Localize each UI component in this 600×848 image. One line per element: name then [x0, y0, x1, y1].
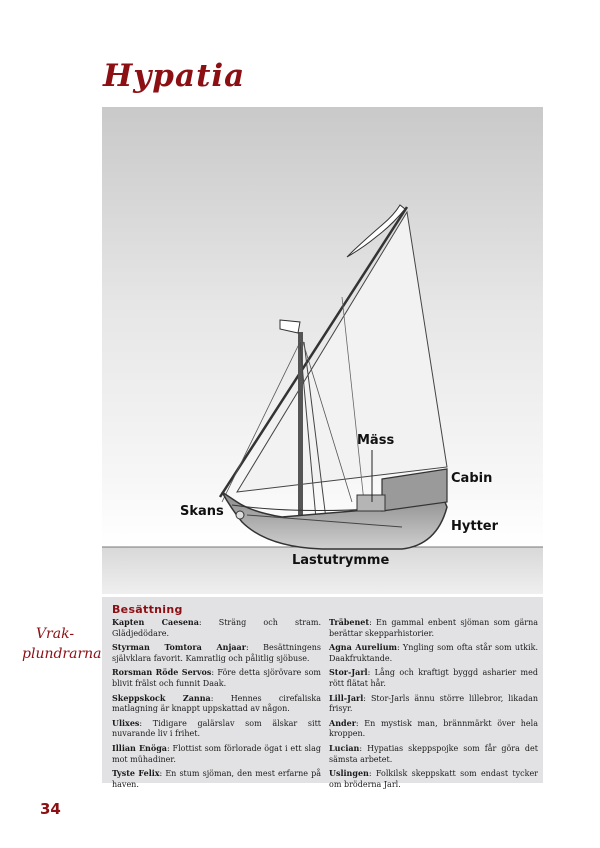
crew-name: Lucian — [329, 742, 360, 753]
crew-entry — [329, 718, 538, 740]
crew-entry — [112, 693, 321, 715]
crew-entry — [112, 718, 321, 740]
side-label-line2: plundrarna — [22, 646, 102, 662]
crew-description: : Före detta sjörövare som blivit frälst och funnit Daak. — [112, 668, 322, 688]
crew-panel — [102, 597, 543, 789]
crew-entry — [329, 693, 538, 715]
deckhouse — [357, 495, 385, 511]
crew-column-right — [329, 617, 538, 793]
crew-entry — [112, 667, 321, 689]
crew-entry — [329, 642, 538, 664]
crew-name: Styrman Tomtora Anjaar — [112, 642, 246, 653]
crew-description: : Besättningens självklara favorit. Kamratlig och pålitlig sjöbuse. — [112, 643, 321, 663]
ship-illustration — [102, 107, 543, 594]
crew-entry — [112, 617, 321, 639]
crew-entry — [112, 768, 321, 790]
crew-name: Ulixes — [112, 717, 140, 728]
crew-entry — [112, 743, 321, 765]
label-lastutrymme: Lastutrymme — [292, 553, 390, 568]
label-cabin: Cabin — [451, 471, 493, 486]
crew-entry — [329, 743, 538, 765]
crew-name: Ander — [329, 717, 356, 728]
crew-column-left — [112, 617, 321, 793]
crew-name: Uslingen — [329, 768, 369, 779]
crew-description: : Stor-Jarls ännu större lillebror, likadan frisyr. — [329, 693, 538, 714]
page-number: 34 — [40, 800, 61, 818]
crew-name: Agna Aurelium — [329, 642, 397, 653]
crew-heading: Besättning — [112, 603, 183, 616]
crew-name: Lill-Jarl — [329, 692, 364, 703]
crew-description: : Folkilsk skeppskatt som endast tycker om bröderna Jarl. — [329, 769, 538, 789]
crew-description: : Hypatias skeppspojke som får göra det sämsta arbetet. — [329, 743, 538, 764]
label-hytter: Hytter — [451, 519, 499, 534]
crew-entry — [329, 768, 538, 790]
crew-name: Tyste Felix — [112, 768, 160, 779]
crew-entry — [112, 642, 321, 664]
crew-entry — [329, 617, 538, 639]
page-title: Hypatia — [103, 58, 246, 94]
crew-description: : En stum sjöman, den mest erfarne på haven. — [112, 769, 321, 789]
mast — [298, 332, 303, 522]
crew-description: : Flottist som förlorade ögat i ett slag mot mühadiner. — [112, 743, 321, 764]
crew-name: Rorsman Röde Servos — [112, 667, 212, 678]
crew-description: : En mystisk man, brännmärkt över hela kroppen. — [329, 718, 538, 739]
crew-entry — [329, 667, 538, 689]
label-skans: Skans — [180, 504, 224, 519]
chapter-side-label — [22, 624, 102, 664]
crew-name: Skeppskock Zanna — [112, 692, 211, 703]
crew-description: : Hennes cirefaliska matlagning är knappt uppskattad av någon. — [112, 693, 321, 714]
crew-name: Illian Enöga — [112, 742, 167, 753]
crew-name: Kapten Caesena — [112, 617, 199, 627]
label-mass: Mäss — [357, 433, 395, 448]
crew-description: : En gammal enbent sjöman som gärna berättar skepparhistorier. — [329, 618, 538, 638]
crew-description: : Tidigare galärslav som älskar sitt nuvarande liv i frihet. — [112, 718, 321, 739]
crew-description: : Sträng och stram. Glädjedödare. — [112, 618, 321, 638]
crew-name: Träbenet — [329, 617, 370, 627]
porthole — [236, 511, 244, 519]
crew-name: Stor-Jarl — [329, 667, 368, 678]
side-label-line1: Vrak- — [35, 626, 75, 642]
crew-description: : Yngling som ofta står som utkik. Daakfruktande. — [329, 643, 538, 663]
crew-description: : Lång och kraftigt byggd asharier med rött flätat hår. — [329, 668, 538, 688]
